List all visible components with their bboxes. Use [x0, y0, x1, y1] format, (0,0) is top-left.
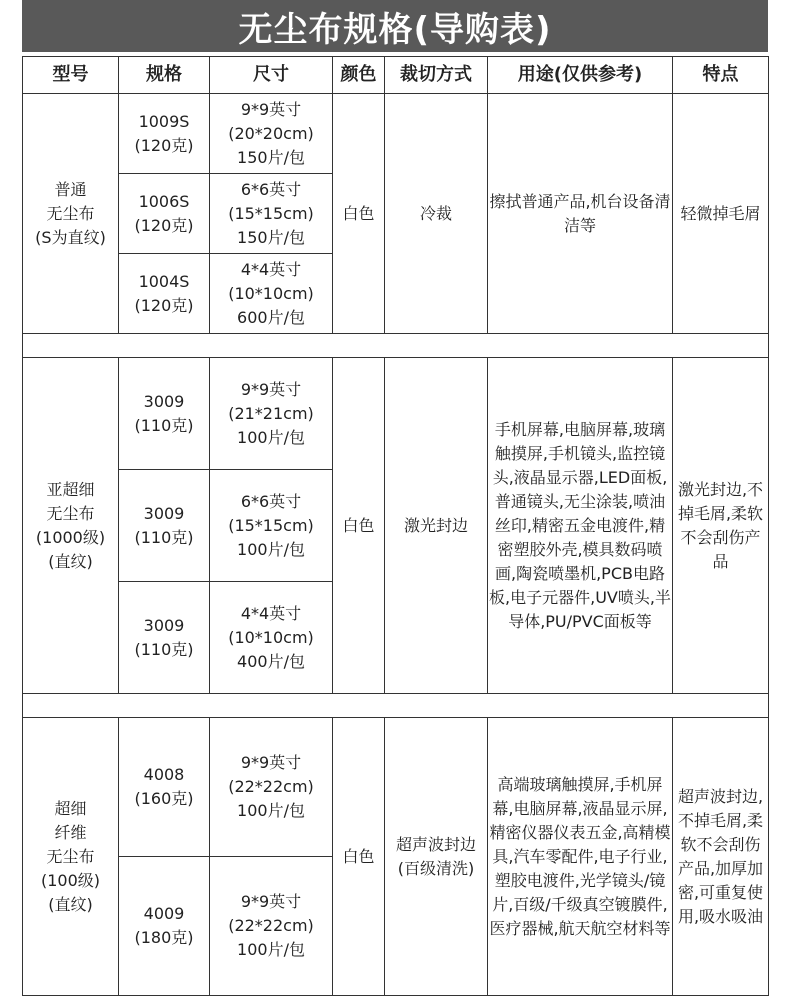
spec-cell: 3009 (110克)	[119, 358, 210, 470]
size-cell: 9*9英寸 (22*22cm) 100片/包	[210, 718, 333, 857]
header-cut: 裁切方式	[385, 57, 488, 94]
spec-cell: 1006S (120克)	[119, 174, 210, 254]
size-cell: 9*9英寸 (22*22cm) 100片/包	[210, 857, 333, 996]
size-cell: 4*4英寸 (10*10cm) 400片/包	[210, 582, 333, 694]
spec-cell: 1004S (120克)	[119, 254, 210, 334]
feature-cell: 超声波封边,不掉毛屑,柔软不会刮伤产品,加厚加密,可重复使用,吸水吸油	[673, 718, 769, 996]
spacer-row	[23, 694, 769, 718]
feature-cell: 轻微掉毛屑	[673, 94, 769, 334]
spec-cell: 3009 (110克)	[119, 582, 210, 694]
header-size: 尺寸	[210, 57, 333, 94]
model-cell: 亚超细 无尘布 (1000级) (直纹)	[23, 358, 119, 694]
header-model: 型号	[23, 57, 119, 94]
header-color: 颜色	[333, 57, 385, 94]
model-cell: 超细 纤维 无尘布 (100级) (直纹)	[23, 718, 119, 996]
table-row	[23, 94, 769, 174]
cut-cell: 冷裁	[385, 94, 488, 334]
model-cell: 普通 无尘布 (S为直纹)	[23, 94, 119, 334]
color-cell: 白色	[333, 358, 385, 694]
cut-cell: 激光封边	[385, 358, 488, 694]
size-cell: 9*9英寸 (20*20cm) 150片/包	[210, 94, 333, 174]
header-feature: 特点	[673, 57, 769, 94]
size-cell: 4*4英寸 (10*10cm) 600片/包	[210, 254, 333, 334]
spec-cell: 1009S (120克)	[119, 94, 210, 174]
table-row	[23, 358, 769, 470]
table-row	[23, 718, 769, 857]
size-cell: 9*9英寸 (21*21cm) 100片/包	[210, 358, 333, 470]
spec-table	[22, 56, 769, 996]
usage-cell: 高端玻璃触摸屏,手机屏幕,电脑屏幕,液晶显示屏,精密仪器仪表五金,高精模具,汽车零配件,电子行业,塑胶电渡件,光学镜头/镜片,百级/千级真空镀膜件,医疗器械,航天航空材料等	[488, 718, 673, 996]
spec-cell: 3009 (110克)	[119, 470, 210, 582]
feature-cell: 激光封边,不掉毛屑,柔软不会刮伤产品	[673, 358, 769, 694]
color-cell: 白色	[333, 94, 385, 334]
spacer-cell	[23, 694, 769, 718]
usage-cell: 手机屏幕,电脑屏幕,玻璃触摸屏,手机镜头,监控镜头,液晶显示器,LED面板,普通镜头,无尘涂装,喷油丝印,精密五金电渡件,精密塑胶外壳,模具数码喷画,陶瓷喷墨机,PCB电路板,电子元器件,UV喷头,半导体,PU/PVC面板等	[488, 358, 673, 694]
header-spec: 规格	[119, 57, 210, 94]
spec-cell: 4009 (180克)	[119, 857, 210, 996]
usage-cell: 擦拭普通产品,机台设备清洁等	[488, 94, 673, 334]
cut-cell: 超声波封边 (百级清洗)	[385, 718, 488, 996]
spec-cell: 4008 (160克)	[119, 718, 210, 857]
size-cell: 6*6英寸 (15*15cm) 100片/包	[210, 470, 333, 582]
spacer-cell	[23, 334, 769, 358]
header-usage: 用途(仅供参考)	[488, 57, 673, 94]
size-cell: 6*6英寸 (15*15cm) 150片/包	[210, 174, 333, 254]
page-title: 无尘布规格(导购表)	[22, 0, 768, 52]
header-row	[23, 57, 769, 94]
color-cell: 白色	[333, 718, 385, 996]
spacer-row	[23, 334, 769, 358]
